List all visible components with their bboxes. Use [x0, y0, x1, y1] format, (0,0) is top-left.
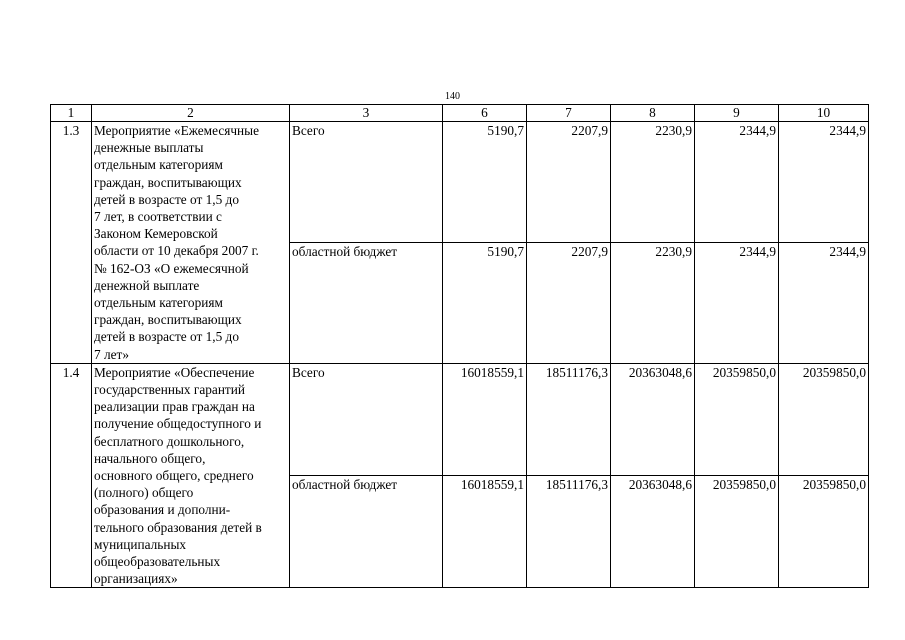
funding-value: 2344,9 — [779, 122, 869, 243]
budget-table — [50, 104, 869, 588]
description-line: государственных гарантий — [94, 382, 245, 398]
funding-value: 20359850,0 — [695, 476, 779, 588]
description-line: отдельным категориям — [94, 295, 223, 311]
description-line: области от 10 декабря 2007 г. — [94, 243, 259, 259]
funding-value: 2344,9 — [695, 242, 779, 363]
description-line: муниципальных — [94, 536, 187, 552]
description-line: (полного) общего — [94, 485, 194, 501]
funding-value: 2344,9 — [779, 242, 869, 363]
table-row — [51, 363, 869, 475]
description-line: денежной выплате — [94, 277, 200, 293]
description-line: реализации прав граждан на — [94, 399, 255, 415]
funding-source: областной бюджет — [290, 242, 443, 363]
header-row — [51, 105, 869, 122]
description-line: общеобразовательных — [94, 554, 221, 570]
funding-value: 20359850,0 — [779, 363, 869, 475]
description-line: основного общего, среднего — [94, 468, 254, 484]
description-line: начального общего, — [94, 450, 206, 466]
page-number: 140 — [445, 91, 460, 102]
funding-value: 20363048,6 — [611, 476, 695, 588]
description-line: организациях» — [94, 571, 178, 587]
funding-value: 20359850,0 — [779, 476, 869, 588]
description-line: тельного образования детей в — [94, 519, 262, 535]
funding-value: 18511176,3 — [527, 476, 611, 588]
measure-description — [92, 363, 290, 588]
description-line: Законом Кемеровской — [94, 226, 218, 242]
funding-value: 5190,7 — [443, 122, 527, 243]
description-line: отдельным категориям — [94, 157, 223, 173]
column-header: 7 — [527, 105, 611, 122]
description-line: № 162-ОЗ «О ежемесячной — [94, 260, 249, 276]
description-line: получение общедоступного и — [94, 416, 262, 432]
description-line: Мероприятие «Обеспечение — [94, 364, 255, 380]
column-header: 1 — [51, 105, 92, 122]
measure-description — [92, 122, 290, 364]
funding-value: 2230,9 — [611, 122, 695, 243]
column-header: 9 — [695, 105, 779, 122]
funding-value: 2207,9 — [527, 122, 611, 243]
funding-value: 16018559,1 — [443, 363, 527, 475]
funding-value: 2207,9 — [527, 242, 611, 363]
description-line: 7 лет» — [94, 346, 129, 362]
funding-value: 16018559,1 — [443, 476, 527, 588]
table-row — [51, 122, 869, 243]
description-line: детей в возрасте от 1,5 до — [94, 329, 239, 345]
funding-source: Всего — [290, 122, 443, 243]
funding-value: 20359850,0 — [695, 363, 779, 475]
description-line: бесплатного дошкольного, — [94, 433, 245, 449]
column-header: 10 — [779, 105, 869, 122]
description-line: 7 лет, в соответствии с — [94, 209, 222, 225]
description-line: денежные выплаты — [94, 140, 204, 156]
row-index: 1.4 — [51, 363, 92, 588]
description-line: детей в возрасте от 1,5 до — [94, 191, 239, 207]
funding-source: Всего — [290, 363, 443, 475]
funding-value: 2230,9 — [611, 242, 695, 363]
column-header: 2 — [92, 105, 290, 122]
column-header: 3 — [290, 105, 443, 122]
column-header: 6 — [443, 105, 527, 122]
funding-value: 20363048,6 — [611, 363, 695, 475]
description-line: Мероприятие «Ежемесячные — [94, 123, 259, 138]
description-line: граждан, воспитывающих — [94, 312, 242, 328]
description-line: образования и дополни- — [94, 502, 231, 518]
funding-value: 2344,9 — [695, 122, 779, 243]
description-line: граждан, воспитывающих — [94, 174, 242, 190]
funding-value: 18511176,3 — [527, 363, 611, 475]
column-header: 8 — [611, 105, 695, 122]
row-index: 1.3 — [51, 122, 92, 364]
funding-source: областной бюджет — [290, 476, 443, 588]
funding-value: 5190,7 — [443, 242, 527, 363]
